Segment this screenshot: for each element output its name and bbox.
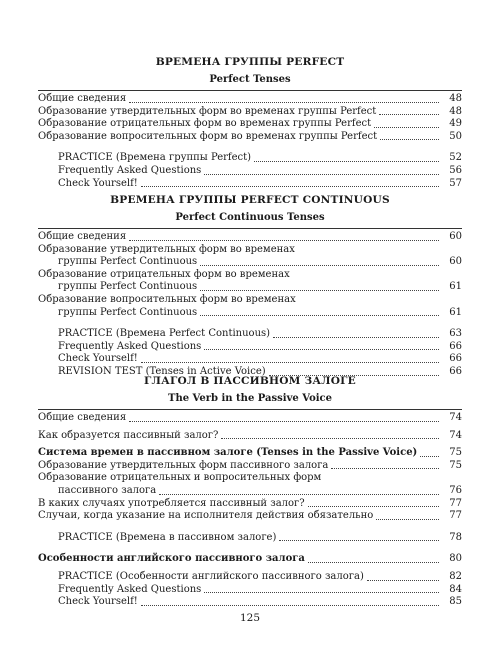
entry-page: 85 <box>449 596 462 608</box>
entry-title: Образование отрицательных форм во временах группы Perfect <box>38 118 372 130</box>
toc-entry[interactable] <box>38 244 462 269</box>
entry-page: 60 <box>449 231 462 242</box>
dot-leader <box>308 505 439 507</box>
toc-entry[interactable] <box>38 498 462 511</box>
entry-title-line1: Образование отрицательных и вопросительных форм <box>38 472 322 484</box>
entry-page: 76 <box>449 484 462 496</box>
dot-leader <box>420 455 439 457</box>
entry-title: Система времен в пассивном залоге (Tenses in the Passive Voice) <box>38 447 418 459</box>
dot-leader <box>141 361 439 363</box>
dot-leader <box>380 138 439 140</box>
entry-title: Случаи, когда указание на исполнителя действия обязательно <box>38 510 374 522</box>
entry-page: 84 <box>449 583 462 595</box>
entry-title-line1: Образование отрицательных форм во временах <box>38 268 290 280</box>
entry-page: 82 <box>449 570 462 582</box>
entry-title: Frequently Asked Questions <box>58 164 202 176</box>
entry-page: 66 <box>449 340 462 352</box>
entry-page: 52 <box>449 152 462 164</box>
entry-title: Образование утвердительных форм во временах группы Perfect <box>38 105 377 117</box>
entry-page: 74 <box>449 412 462 423</box>
dot-leader <box>221 437 439 439</box>
entry-title: Общие сведения <box>38 412 127 423</box>
entry-page: 78 <box>449 531 462 543</box>
toc-entry[interactable] <box>38 152 462 165</box>
dot-leader <box>129 239 439 241</box>
dot-leader <box>308 561 439 563</box>
entry-title-line1: Образование утвердительных форм во временах <box>38 243 295 255</box>
entry-page: 66 <box>449 353 462 365</box>
entry-page: 49 <box>449 118 462 130</box>
dot-leader <box>273 336 439 338</box>
entry-title: PRACTICE (Времена в пассивном залоге) <box>58 531 277 543</box>
entry-page: 56 <box>449 164 462 176</box>
toc-entry[interactable] <box>38 106 462 119</box>
toc-entry[interactable] <box>38 412 462 425</box>
entry-page: 77 <box>449 497 462 509</box>
toc-entry[interactable] <box>38 584 462 597</box>
entry-title: PRACTICE (Времена Perfect Continuous) <box>58 328 271 340</box>
entry-title: Check Yourself! <box>58 353 138 365</box>
entry-title: В каких случаях употребляется пассивный залог? <box>38 497 305 509</box>
toc-entry[interactable] <box>38 596 462 609</box>
entry-page: 77 <box>449 510 462 522</box>
toc-entry[interactable] <box>38 472 462 497</box>
toc-entry[interactable] <box>38 532 462 545</box>
dot-leader <box>331 467 439 469</box>
dot-leader <box>254 160 439 162</box>
entry-title: Общие сведения <box>38 231 127 242</box>
dot-leader <box>141 185 439 187</box>
dot-leader <box>200 264 439 266</box>
toc-entry[interactable] <box>38 353 462 366</box>
section-heading: ГЛАГОЛ В ПАССИВНОМ ЗАЛОГЕ <box>144 375 356 387</box>
toc-entry[interactable] <box>38 430 462 443</box>
entry-page: 75 <box>449 447 462 459</box>
entry-page: 75 <box>449 459 462 471</box>
toc-entry[interactable] <box>38 131 462 144</box>
entry-page: 80 <box>449 553 462 565</box>
dot-leader <box>141 604 439 606</box>
toc-entry[interactable] <box>38 571 462 584</box>
dot-leader <box>159 493 439 495</box>
entry-title-line2: пассивного залога <box>58 484 157 496</box>
entry-page: 48 <box>449 93 462 104</box>
toc-entry[interactable] <box>38 231 462 244</box>
entry-title: Общие сведения <box>38 93 127 104</box>
toc-entry[interactable] <box>38 510 462 523</box>
toc-entry[interactable] <box>38 165 462 178</box>
section-subheading: Perfect Tenses <box>38 73 462 91</box>
entry-title: REVISION TEST (Tenses in Active Voice) <box>58 365 266 377</box>
toc-entry[interactable] <box>38 294 462 319</box>
dot-leader <box>204 173 439 175</box>
entry-title: Особенности английского пассивного залога <box>38 553 305 565</box>
entry-title: Frequently Asked Questions <box>58 340 202 352</box>
section-heading: ВРЕМЕНА ГРУППЫ PERFECT <box>155 56 345 68</box>
entry-page: 60 <box>449 256 462 268</box>
section-perfect <box>38 54 462 190</box>
section-perfect-continuous <box>38 192 462 379</box>
entry-title: Образование вопросительных форм во временах группы Perfect <box>38 130 378 142</box>
toc-entry[interactable] <box>38 118 462 131</box>
entry-page: 63 <box>449 328 462 340</box>
entry-title: Образование утвердительных форм пассивного залога <box>38 459 329 471</box>
entry-page: 57 <box>449 177 462 189</box>
entry-title: Frequently Asked Questions <box>58 583 202 595</box>
entry-title-line2: группы Perfect Continuous <box>58 281 198 293</box>
toc-entry[interactable] <box>38 178 462 191</box>
dot-leader <box>376 518 439 520</box>
entry-title-line1: Образование вопросительных форм во временах <box>38 293 296 305</box>
entry-title: Check Yourself! <box>58 596 138 608</box>
dot-leader <box>204 591 439 593</box>
dot-leader <box>279 539 439 541</box>
entry-page: 61 <box>449 281 462 293</box>
dot-leader <box>374 126 439 128</box>
section-passive-voice <box>38 373 462 609</box>
entry-page: 48 <box>449 105 462 117</box>
entry-page: 50 <box>449 130 462 142</box>
entry-title: PRACTICE (Времена группы Perfect) <box>58 152 252 164</box>
entry-page: 74 <box>449 429 462 441</box>
dot-leader <box>379 113 439 115</box>
dot-leader <box>129 101 439 103</box>
toc-entry[interactable] <box>38 460 462 473</box>
section-heading: ВРЕМЕНА ГРУППЫ PERFECT CONTINUOUS <box>110 194 390 206</box>
dot-leader <box>129 420 439 422</box>
dot-leader <box>367 579 439 581</box>
entry-title: PRACTICE (Особенности английского пассивного залога) <box>58 570 364 582</box>
dot-leader <box>200 314 439 316</box>
toc-entry[interactable] <box>38 93 462 106</box>
section-subheading: Perfect Continuous Tenses <box>38 211 462 229</box>
toc-entry[interactable] <box>38 447 462 460</box>
page-number: 125 <box>239 612 261 624</box>
entry-page: 61 <box>449 306 462 318</box>
entry-title-line2: группы Perfect Continuous <box>58 256 198 268</box>
toc-entry[interactable] <box>38 553 462 566</box>
toc-entry[interactable] <box>38 341 462 354</box>
entry-title-line2: группы Perfect Continuous <box>58 306 198 318</box>
toc-entry[interactable] <box>38 328 462 341</box>
dot-leader <box>204 348 439 350</box>
entry-title: Как образуется пассивный залог? <box>38 429 219 441</box>
entry-page: 66 <box>449 365 462 377</box>
toc-entry[interactable] <box>38 269 462 294</box>
dot-leader <box>200 289 439 291</box>
entry-title: Check Yourself! <box>58 177 138 189</box>
section-subheading: The Verb in the Passive Voice <box>38 392 462 410</box>
